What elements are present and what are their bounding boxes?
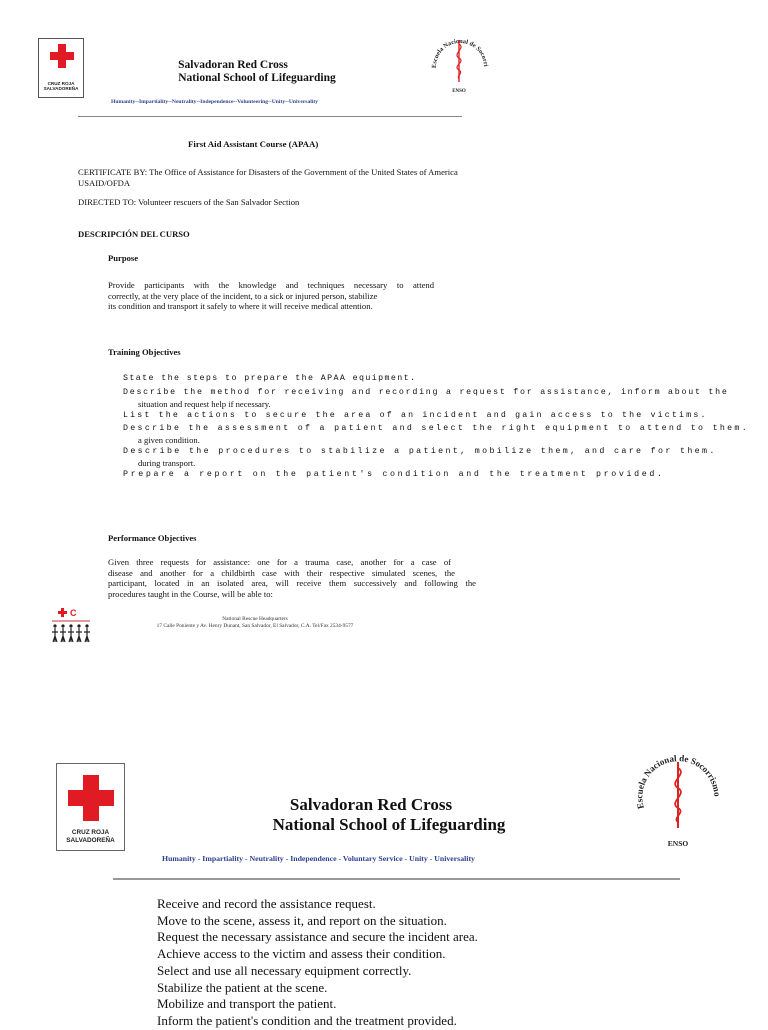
org-name: Salvadoran Red Cross — [289, 795, 453, 814]
performance-heading: Performance Objectives — [108, 533, 197, 543]
course-title: First Aid Assistant Course (APAA) — [188, 139, 319, 149]
school-name: National School of Lifeguarding — [272, 815, 506, 834]
red-cross-icon — [50, 44, 74, 68]
training-heading: Training Objectives — [108, 347, 181, 357]
header-rule — [113, 878, 680, 880]
training-item: Describe the method for receiving and recording a request for assistance, inform about the — [123, 387, 729, 397]
directed-to: DIRECTED TO: Volunteer rescuers of the San Salvador Section — [78, 197, 300, 207]
training-item-cont: during transport. — [138, 458, 196, 468]
training-item: State the steps to prepare the APAA equipment. — [123, 374, 417, 383]
seal-abbr: ENSO — [452, 89, 466, 94]
list-item: Mobilize and transport the patient. — [157, 996, 337, 1012]
motto: Humanity - Impartiality - Neutrality - Independence - Voluntary Service - Unity - Universality — [162, 854, 475, 863]
list-item: Select and use all necessary equipment correctly. — [157, 962, 412, 978]
training-list — [123, 374, 763, 483]
training-item: Describe the procedures to stabilize a patient, mobilize them, and care for them. — [123, 447, 717, 456]
seal-arc-text: ela Nacional de Socorris — [636, 753, 720, 791]
red-cross-logo — [38, 38, 84, 98]
training-item: Describe the assessment of a patient and select the right equipment to attend to them. — [123, 424, 749, 433]
org-name: Salvadoran Red Cross — [178, 59, 288, 71]
svg-text:C: C — [70, 608, 77, 618]
seal-arc-text: Escuela Nacional de Socorri — [430, 37, 490, 69]
description-heading: DESCRIPCIÓN DEL CURSO — [78, 229, 190, 239]
performance-line: procedures taught in the Course, will be able to: — [108, 588, 273, 599]
purpose-line: its condition and transport it safely to where it will receive medical attention. — [108, 301, 373, 311]
logo-text-line1: CRUZ ROJA — [47, 81, 75, 86]
certificate-line2: USAID/OFDA — [78, 177, 131, 188]
motto: Humanity--Impartiality--Neutrality--Independence--Volunteering--Unity--Universality — [111, 99, 319, 105]
purpose-text — [108, 280, 434, 312]
training-item: Prepare a report on the patient's condition and the treatment provided. — [123, 470, 665, 479]
enso-seal — [636, 740, 720, 852]
purpose-line: correctly, at the very place of the incident, to a sick or injured person, stabilize — [108, 290, 378, 301]
header-rule — [78, 116, 462, 117]
footer-line1: National Rescue Headquarters — [222, 616, 288, 622]
purpose-line: Provide participants with the knowledge and techniques necessary to attend — [108, 280, 434, 290]
list-item: Stabilize the patient at the scene. — [157, 979, 328, 995]
enso-seal — [428, 26, 490, 96]
performance-text — [108, 557, 476, 599]
performance-line: disease and another for a childbirth case with their respective simulated scenes, the — [108, 567, 455, 578]
red-cross-logo — [56, 763, 125, 851]
list-item: Inform the patient's condition and the treatment provided. — [157, 1012, 457, 1028]
purpose-heading: Purpose — [108, 253, 139, 263]
footer-line2: 17 Calle Poniente y Av. Henry Dunant, San Salvador, El Salvador, C.A. Tel/Fax 2534-9577 — [156, 623, 354, 629]
list-item: Request the necessary assistance and secure the incident area. — [157, 929, 478, 945]
certificate-line1: CERTIFICATE BY: The Office of Assistance for Disasters of the Government of the United States of America — [78, 167, 458, 177]
logo-text-line2: SALVADOREÑA — [43, 86, 79, 92]
performance-line: Given three requests for assistance: one for a trauma case, another for a case of — [108, 557, 451, 567]
training-item: List the actions to secure the area of an incident and gain access to the victims. — [123, 410, 708, 420]
school-name: National School of Lifeguarding — [178, 72, 336, 84]
training-item-cont: a given condition. — [138, 435, 200, 445]
logo-text-line2: SALVADOREÑA — [66, 836, 115, 844]
footer-logo — [50, 606, 92, 644]
list-item: Achieve access to the victim and assess their condition. — [157, 946, 446, 962]
performance-line: participant, located in an isolated area, will receive them successively and following the — [108, 578, 476, 588]
objectives-list — [157, 896, 478, 1030]
seal-abbr: ENSO — [667, 839, 689, 848]
list-item: Move to the scene, assess it, and report on the situation. — [157, 912, 447, 928]
red-cross-icon — [68, 775, 114, 821]
list-item: Receive and record the assistance request. — [157, 896, 376, 911]
logo-text-line1: CRUZ ROJA — [71, 829, 110, 836]
training-item-cont: situation and request help if necessary. — [138, 398, 271, 409]
